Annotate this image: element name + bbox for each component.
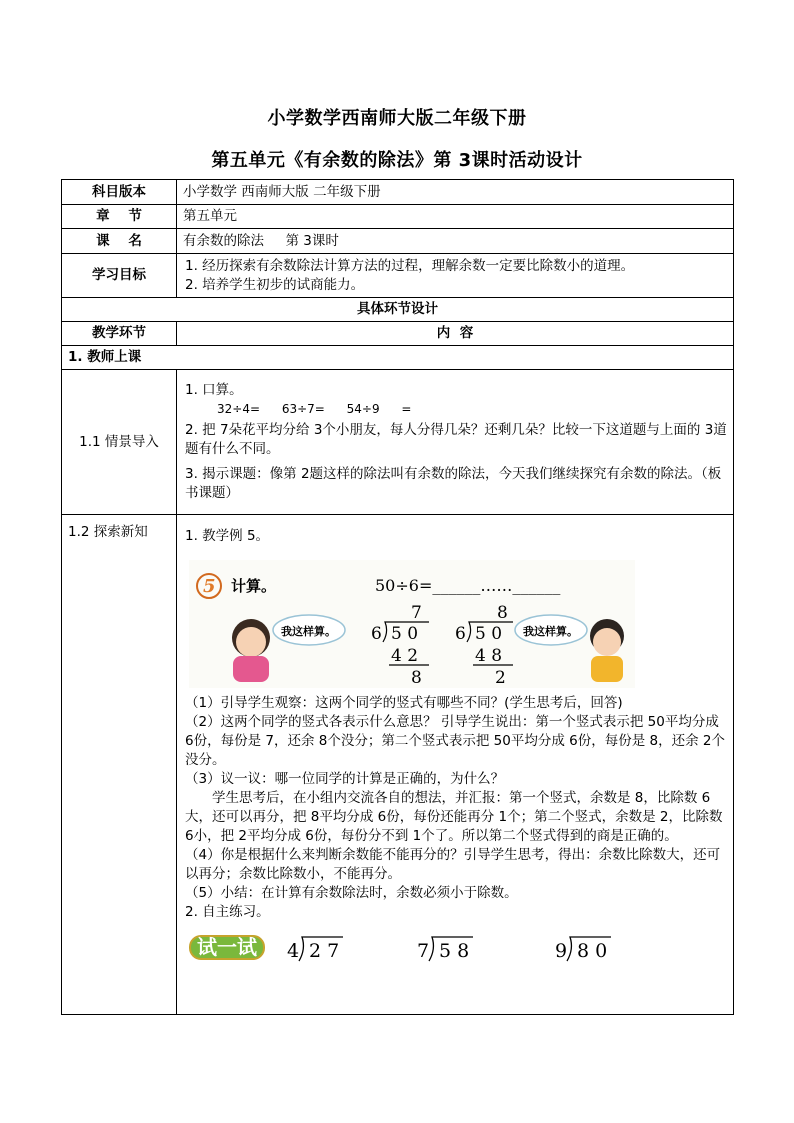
girl-avatar bbox=[232, 619, 270, 682]
content-line: 3. 揭示课题：像第 2题这样的除法叫有余数的除法，今天我们继续探究有余数的除法。（板书课题） bbox=[185, 466, 722, 501]
remainder: 8 bbox=[411, 668, 422, 688]
practice-dividend: 5 8 bbox=[439, 940, 470, 962]
divisor: 6 bbox=[371, 624, 382, 644]
stage-1-1-label: 1.1 情景导入 bbox=[62, 370, 177, 515]
row-chapter bbox=[62, 205, 734, 229]
content-line: 学生思考后，在小组内交流各自的想法，并汇报：第一个竖式，余数是 8，比除数 6大，还可以再分，把 8平均分成 6份，每份还能再分 1个；第二个竖式，余数是 2，比除数 6小，把 2平均分成 6份，每份分不到 1个了。所以第二个竖式得到的商是正确的。 bbox=[185, 790, 723, 844]
goal-item: 2. 培养学生初步的试商能力。 bbox=[185, 276, 365, 293]
lesson-plan-table bbox=[61, 179, 734, 1015]
content-line: 2. 自主练习。 bbox=[185, 904, 270, 920]
content-line: 2. 把 7朵花平均分给 3个小朋友，每人分得几朵？还剩几朵？比较一下这道题与上面的 3道题有什么不同。 bbox=[185, 422, 727, 457]
row-design-header bbox=[62, 298, 734, 322]
product: 4 8 bbox=[475, 646, 503, 666]
example-illustration bbox=[189, 560, 635, 688]
dividend: 5 0 bbox=[475, 624, 503, 644]
boy-avatar bbox=[590, 619, 624, 682]
content-line: （1）引导学生观察：这两个同学的竖式有哪些不同？(学生思考后，回答) bbox=[185, 695, 623, 711]
chapter-value: 第五单元 bbox=[177, 205, 734, 229]
example-prompt: 计算。 bbox=[231, 577, 277, 595]
content-line: 1. 口算。 bbox=[185, 382, 243, 398]
content-line: （4）你是根据什么来判断余数能不能再分的？引导学生思考，得出：余数比除数大，还可以再分；余数比除数小，不能再分。 bbox=[185, 847, 721, 882]
practice-dividend: 8 0 bbox=[577, 940, 608, 962]
lesson-value: 有余数的除法 第 3课时 bbox=[177, 229, 734, 254]
content-line: （2）这两个同学的竖式各表示什么意思？ 引导学生说出：第一个竖式表示把 50平均分成 6份，每份是 7，还余 8个没分；第二个竖式表示把 50平均分成 6份，每份是 8，还余 2个没分。 bbox=[185, 714, 725, 768]
remainder: 2 bbox=[495, 668, 506, 688]
long-division-right bbox=[455, 603, 513, 688]
design-header: 具体环节设计 bbox=[62, 298, 734, 322]
section-heading: 1. 教师上课 bbox=[62, 346, 734, 370]
goals-label: 学习目标 bbox=[62, 254, 177, 298]
bubble-right-text: 我这样算。 bbox=[523, 625, 578, 638]
bubble-left-text: 我这样算。 bbox=[281, 625, 336, 638]
goals-content bbox=[177, 254, 734, 298]
example-figure bbox=[189, 560, 635, 688]
practice-dividend: 2 7 bbox=[309, 940, 340, 962]
practice-divisor: 7 bbox=[417, 940, 430, 962]
row-section-1 bbox=[62, 346, 734, 370]
row-lesson bbox=[62, 229, 734, 254]
subject-value: 小学数学 西南师大版 二年级下册 bbox=[177, 180, 734, 205]
long-division-left bbox=[371, 603, 429, 688]
content-column-header: 内 容 bbox=[177, 322, 734, 346]
document-title: 小学数学西南师大版二年级下册 bbox=[267, 108, 527, 129]
dividend: 5 0 bbox=[391, 624, 419, 644]
example-equation: 50÷6=______……______ bbox=[375, 576, 561, 595]
quotient: 8 bbox=[497, 603, 508, 623]
row-column-headers bbox=[62, 322, 734, 346]
practice-divisor: 9 bbox=[555, 940, 568, 962]
quotient: 7 bbox=[411, 603, 422, 623]
chapter-label: 章 节 bbox=[62, 205, 177, 229]
stage-1-2-content bbox=[177, 515, 734, 1015]
practice-divisor: 4 bbox=[287, 940, 300, 962]
row-stage-1-1 bbox=[62, 370, 734, 515]
row-stage-1-2 bbox=[62, 515, 734, 1015]
row-subject bbox=[62, 180, 734, 205]
document-subtitle: 第五单元《有余数的除法》第 3课时活动设计 bbox=[211, 150, 583, 171]
stage-1-1-content bbox=[177, 370, 734, 515]
goal-item: 1. 经历探索有余数除法计算方法的过程，理解余数一定要比除数小的道理。 bbox=[185, 257, 635, 274]
practice-badge: 试一试 bbox=[189, 935, 265, 960]
divisor: 6 bbox=[455, 624, 466, 644]
stage-1-2-label: 1.2 探索新知 bbox=[62, 515, 177, 1015]
stage-column-header: 教学环节 bbox=[62, 322, 177, 346]
product: 4 2 bbox=[391, 646, 419, 666]
content-line: 1. 教学例 5。 bbox=[185, 528, 270, 544]
practice-divisions bbox=[287, 927, 627, 967]
lesson-label: 课 名 bbox=[62, 229, 177, 254]
content-line: （3）议一议：哪一位同学的计算是正确的，为什么？ bbox=[185, 771, 505, 787]
subject-label: 科目版本 bbox=[62, 180, 177, 205]
example-number: 5 bbox=[203, 576, 216, 597]
content-line: （5）小结：在计算有余数除法时，余数必须小于除数。 bbox=[185, 885, 518, 901]
mental-math-line: 32÷4= 63÷7= 54÷9 = bbox=[217, 402, 412, 416]
practice-row bbox=[189, 922, 727, 972]
row-goals bbox=[62, 254, 734, 298]
